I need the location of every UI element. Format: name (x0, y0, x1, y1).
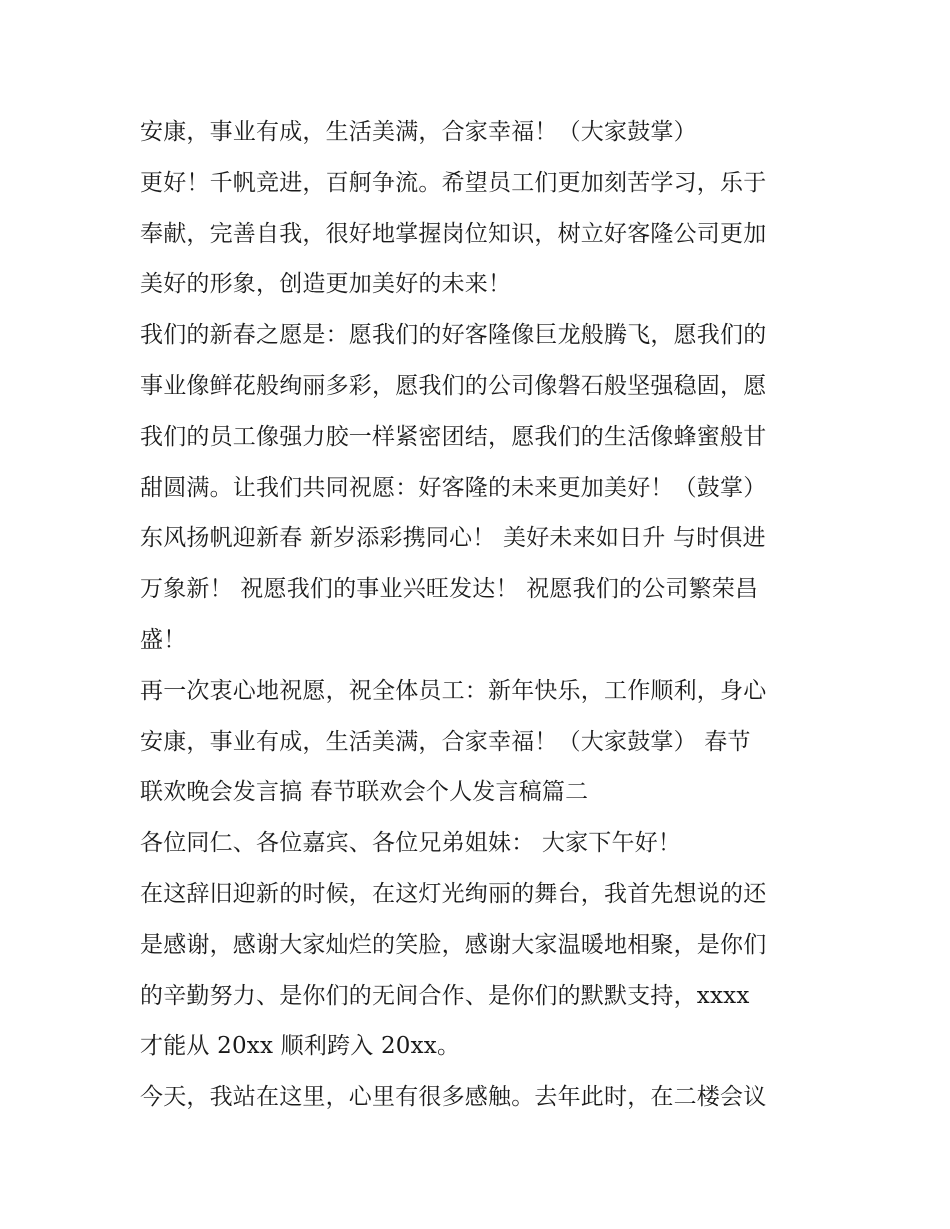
text-line: 才能从 20xx 顺利跨入 20xx。 (140, 1033, 461, 1060)
text-line: 我们的员工像强力胶一样紧密团结，愿我们的生活像蜂蜜般甘 (140, 423, 767, 450)
text-line: 今天，我站在这里，心里有很多感触。去年此时，在二楼会议 (140, 1084, 767, 1111)
text-line: 甜圆满。让我们共同祝愿：好客隆的未来更加美好！（鼓掌） (140, 474, 767, 501)
text-line: 是感谢，感谢大家灿烂的笑脸，感谢大家温暖地相聚，是你们 (140, 931, 767, 958)
text-line: 东风扬帆迎新春 新岁添彩携同心！ 美好未来如日升 与时俱进 (140, 525, 766, 552)
text-line: 事业像鲜花般绚丽多彩，愿我们的公司像磐石般坚强稳固，愿 (140, 372, 767, 399)
text-line: 奉献，完善自我，很好地掌握岗位知识，树立好客隆公司更加 (140, 220, 767, 247)
text-line: 联欢晚会发言搞 春节联欢会个人发言稿篇二 (140, 779, 589, 806)
text-line: 安康，事业有成，生活美满，合家幸福！（大家鼓掌） (140, 119, 697, 145)
text-line: 美好的形象，创造更加美好的未来！ (140, 271, 512, 298)
text-line: 再一次衷心地祝愿，祝全体员工：新年快乐，工作顺利，身心 (140, 677, 767, 704)
text-line: 在这辞旧迎新的时候，在这灯光绚丽的舞台，我首先想说的还 (140, 880, 767, 907)
text-line: 安康，事业有成，生活美满，合家幸福！（大家鼓掌） 春节 (140, 728, 751, 755)
text-line: 各位同仁、各位嘉宾、各位兄弟姐妹： 大家下午好！ (140, 830, 682, 857)
document-body (140, 107, 820, 1123)
text-line: 的辛勤努力、是你们的无间合作、是你们的默默支持，xxxx (140, 982, 750, 1009)
text-line: 盛！ (140, 626, 187, 653)
text-line: 万象新！ 祝愿我们的事业兴旺发达！ 祝愿我们的公司繁荣昌 (140, 576, 759, 603)
text-line: 更好！千帆竞进，百舸争流。希望员工们更加刻苦学习，乐于 (140, 169, 767, 196)
text-line: 我们的新春之愿是：愿我们的好客隆像巨龙般腾飞，愿我们的 (140, 322, 767, 349)
